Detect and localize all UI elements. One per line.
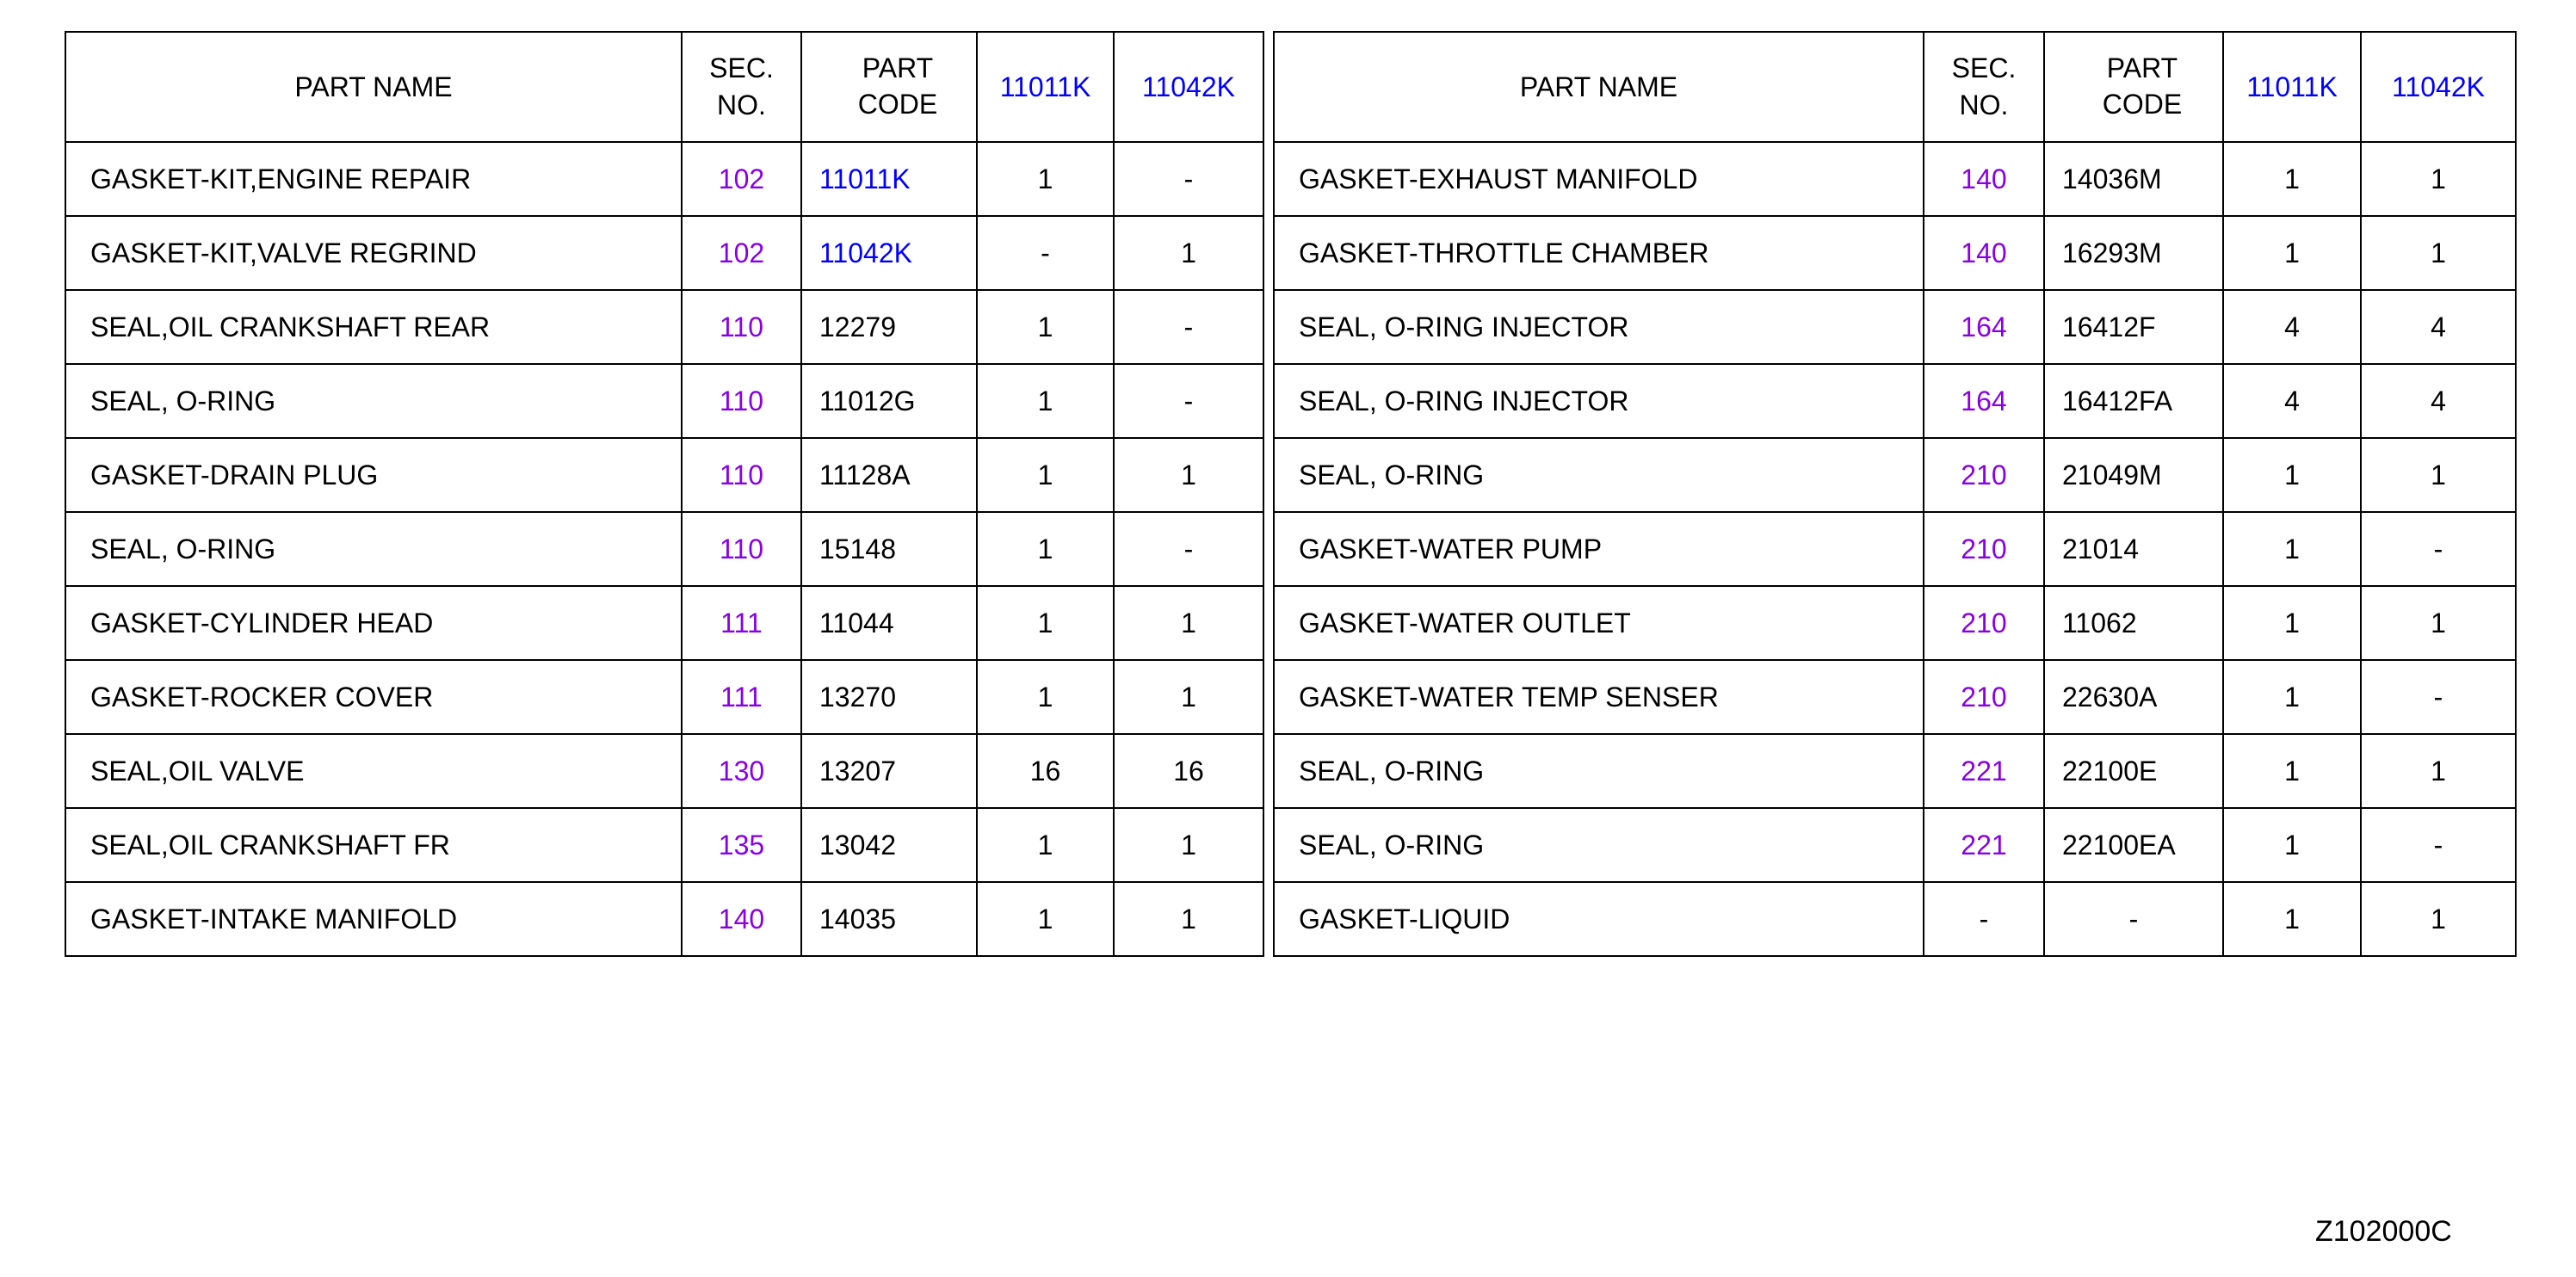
sec-no-cell: 140 — [682, 882, 801, 956]
header-model-11042k: 11042K — [1114, 32, 1263, 142]
header-model-11011k: 11011K — [977, 32, 1114, 142]
qty-11042k-cell: 1 — [1114, 660, 1263, 734]
part-name-cell: SEAL,OIL VALVE — [65, 734, 682, 808]
qty-11011k-cell: 4 — [2223, 364, 2361, 438]
qty-11042k-cell: 1 — [2361, 734, 2516, 808]
table-header-row — [1274, 32, 2516, 142]
qty-11011k-cell: 1 — [977, 808, 1114, 882]
part-name-cell: GASKET-WATER TEMP SENSER — [1274, 660, 1924, 734]
header-sec-no — [682, 32, 801, 142]
qty-11011k-cell: 1 — [977, 290, 1114, 364]
table-row — [1274, 586, 2516, 660]
qty-11011k-cell: 1 — [2223, 586, 2361, 660]
qty-11042k-cell: 16 — [1114, 734, 1263, 808]
qty-11042k-cell: - — [1114, 142, 1263, 216]
table-row — [65, 364, 1263, 438]
header-code-line1: PART — [2106, 52, 2178, 84]
part-name-cell: SEAL, O-RING — [1274, 808, 1924, 882]
table-row — [1274, 660, 2516, 734]
qty-11011k-cell: 1 — [2223, 882, 2361, 956]
part-code-cell: 16293M — [2044, 216, 2223, 290]
qty-11042k-cell: 1 — [1114, 438, 1263, 512]
part-name-cell: GASKET-CYLINDER HEAD — [65, 586, 682, 660]
table-row — [1274, 734, 2516, 808]
qty-11011k-cell: 1 — [977, 660, 1114, 734]
qty-11042k-cell: 1 — [2361, 882, 2516, 956]
table-row — [1274, 290, 2516, 364]
part-code-cell: 21049M — [2044, 438, 2223, 512]
part-code-cell: 22100E — [2044, 734, 2223, 808]
table-row — [1274, 512, 2516, 586]
sec-no-cell: 221 — [1924, 808, 2044, 882]
sec-no-cell: 111 — [682, 586, 801, 660]
sec-no-cell: 221 — [1924, 734, 2044, 808]
part-code-cell: 12279 — [801, 290, 977, 364]
part-name-cell: GASKET-DRAIN PLUG — [65, 438, 682, 512]
qty-11042k-cell: 1 — [2361, 216, 2516, 290]
table-row — [1274, 364, 2516, 438]
qty-11011k-cell: 16 — [977, 734, 1114, 808]
part-name-cell: SEAL,OIL CRANKSHAFT FR — [65, 808, 682, 882]
part-code-cell: 16412F — [2044, 290, 2223, 364]
part-name-cell: GASKET-THROTTLE CHAMBER — [1274, 216, 1924, 290]
header-code-line1: PART — [862, 52, 934, 84]
part-name-cell: GASKET-WATER OUTLET — [1274, 586, 1924, 660]
header-code-line2: CODE — [857, 89, 938, 120]
sec-no-cell: 135 — [682, 808, 801, 882]
qty-11042k-cell: 4 — [2361, 290, 2516, 364]
part-name-cell: SEAL, O-RING — [65, 364, 682, 438]
table-row — [65, 882, 1263, 956]
sec-no-cell: 210 — [1924, 586, 2044, 660]
part-code-cell: 11044 — [801, 586, 977, 660]
part-name-cell: SEAL, O-RING INJECTOR — [1274, 364, 1924, 438]
qty-11011k-cell: 1 — [2223, 142, 2361, 216]
header-part-name: PART NAME — [65, 32, 682, 142]
header-model-11042k: 11042K — [2361, 32, 2516, 142]
qty-11042k-cell: 1 — [1114, 808, 1263, 882]
header-sec-line1: SEC. — [1951, 52, 2017, 83]
sec-no-cell: 164 — [1924, 364, 2044, 438]
qty-11042k-cell: 4 — [2361, 364, 2516, 438]
qty-11042k-cell: 1 — [2361, 438, 2516, 512]
qty-11011k-cell: - — [977, 216, 1114, 290]
qty-11011k-cell: 1 — [2223, 216, 2361, 290]
part-code-cell: 22100EA — [2044, 808, 2223, 882]
sec-no-cell: 111 — [682, 660, 801, 734]
sec-no-cell: 140 — [1924, 216, 2044, 290]
part-code-cell: 11062 — [2044, 586, 2223, 660]
table-row — [1274, 216, 2516, 290]
table-row — [1274, 882, 2516, 956]
table-row — [65, 290, 1263, 364]
table-header-row — [65, 32, 1263, 142]
sec-no-cell: 210 — [1924, 438, 2044, 512]
qty-11011k-cell: 4 — [2223, 290, 2361, 364]
part-code-cell: 16412FA — [2044, 364, 2223, 438]
header-sec-no — [1924, 32, 2044, 142]
sec-no-cell: 102 — [682, 142, 801, 216]
sec-no-cell: 130 — [682, 734, 801, 808]
qty-11011k-cell: 1 — [2223, 438, 2361, 512]
qty-11042k-cell: 1 — [1114, 882, 1263, 956]
part-name-cell: GASKET-INTAKE MANIFOLD — [65, 882, 682, 956]
sec-no-cell: 110 — [682, 438, 801, 512]
header-part-code — [801, 32, 977, 142]
qty-11011k-cell: 1 — [977, 882, 1114, 956]
part-name-cell: GASKET-KIT,VALVE REGRIND — [65, 216, 682, 290]
qty-11011k-cell: 1 — [977, 142, 1114, 216]
part-code-cell: 11011K — [801, 142, 977, 216]
part-code-cell: 14036M — [2044, 142, 2223, 216]
table-row — [65, 586, 1263, 660]
parts-table-right — [1273, 31, 2517, 957]
qty-11042k-cell: 1 — [1114, 586, 1263, 660]
qty-11011k-cell: 1 — [2223, 660, 2361, 734]
sec-no-cell: - — [1924, 882, 2044, 956]
part-code-cell: 14035 — [801, 882, 977, 956]
part-name-cell: SEAL,OIL CRANKSHAFT REAR — [65, 290, 682, 364]
table-row — [65, 438, 1263, 512]
sec-no-cell: 102 — [682, 216, 801, 290]
part-code-cell: 11042K — [801, 216, 977, 290]
qty-11042k-cell: 1 — [2361, 142, 2516, 216]
table-row — [65, 808, 1263, 882]
part-name-cell: SEAL, O-RING INJECTOR — [1274, 290, 1924, 364]
qty-11011k-cell: 1 — [977, 512, 1114, 586]
sec-no-cell: 140 — [1924, 142, 2044, 216]
part-code-cell: 11128A — [801, 438, 977, 512]
parts-table-left — [65, 31, 1264, 957]
qty-11042k-cell: 1 — [1114, 216, 1263, 290]
table-row — [65, 216, 1263, 290]
sec-no-cell: 110 — [682, 364, 801, 438]
part-code-cell: 22630A — [2044, 660, 2223, 734]
drawing-number: Z102000C — [2315, 1215, 2452, 1248]
part-code-cell: 13207 — [801, 734, 977, 808]
qty-11011k-cell: 1 — [977, 438, 1114, 512]
qty-11011k-cell: 1 — [977, 586, 1114, 660]
qty-11042k-cell: - — [1114, 364, 1263, 438]
part-code-cell: 21014 — [2044, 512, 2223, 586]
part-code-cell: 15148 — [801, 512, 977, 586]
part-name-cell: GASKET-KIT,ENGINE REPAIR — [65, 142, 682, 216]
qty-11042k-cell: - — [1114, 290, 1263, 364]
qty-11042k-cell: - — [2361, 512, 2516, 586]
header-part-code — [2044, 32, 2223, 142]
table-row — [65, 734, 1263, 808]
header-part-name: PART NAME — [1274, 32, 1924, 142]
qty-11042k-cell: - — [2361, 808, 2516, 882]
qty-11011k-cell: 1 — [2223, 734, 2361, 808]
qty-11011k-cell: 1 — [2223, 808, 2361, 882]
sec-no-cell: 164 — [1924, 290, 2044, 364]
table-row — [1274, 142, 2516, 216]
qty-11042k-cell: 1 — [2361, 586, 2516, 660]
sec-no-cell: 110 — [682, 512, 801, 586]
header-code-line2: CODE — [2102, 89, 2183, 120]
header-sec-line2: NO. — [717, 89, 766, 120]
part-name-cell: GASKET-WATER PUMP — [1274, 512, 1924, 586]
part-name-cell: GASKET-LIQUID — [1274, 882, 1924, 956]
qty-11042k-cell: - — [1114, 512, 1263, 586]
part-code-cell: 13270 — [801, 660, 977, 734]
part-code-cell: 13042 — [801, 808, 977, 882]
header-sec-line2: NO. — [1959, 89, 2009, 120]
part-name-cell: SEAL, O-RING — [1274, 438, 1924, 512]
qty-11011k-cell: 1 — [977, 364, 1114, 438]
table-row — [1274, 438, 2516, 512]
part-name-cell: SEAL, O-RING — [1274, 734, 1924, 808]
part-code-cell: - — [2044, 882, 2223, 956]
header-model-11011k: 11011K — [2223, 32, 2361, 142]
sec-no-cell: 210 — [1924, 512, 2044, 586]
header-sec-line1: SEC. — [709, 52, 774, 83]
table-row — [65, 142, 1263, 216]
qty-11042k-cell: - — [2361, 660, 2516, 734]
qty-11011k-cell: 1 — [2223, 512, 2361, 586]
table-row — [65, 512, 1263, 586]
part-name-cell: GASKET-ROCKER COVER — [65, 660, 682, 734]
table-row — [1274, 808, 2516, 882]
sec-no-cell: 210 — [1924, 660, 2044, 734]
part-name-cell: GASKET-EXHAUST MANIFOLD — [1274, 142, 1924, 216]
sec-no-cell: 110 — [682, 290, 801, 364]
part-code-cell: 11012G — [801, 364, 977, 438]
part-name-cell: SEAL, O-RING — [65, 512, 682, 586]
table-row — [65, 660, 1263, 734]
